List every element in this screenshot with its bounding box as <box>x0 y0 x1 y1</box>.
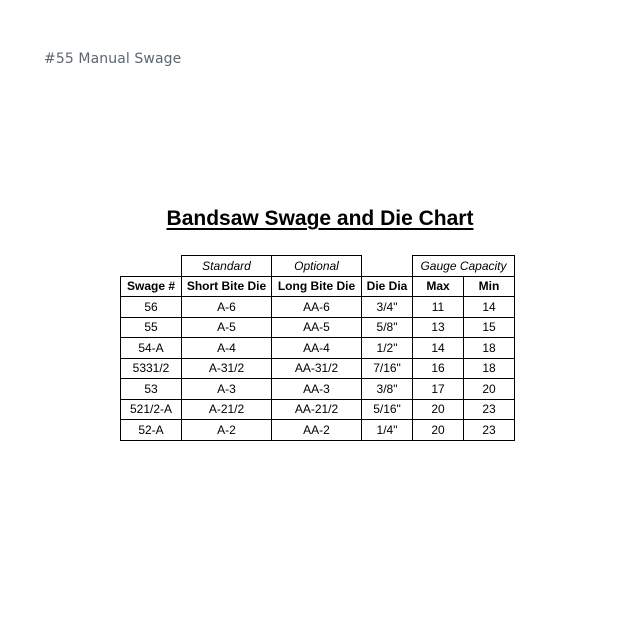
max-gauge-cell: 20 <box>413 399 464 420</box>
short-bite-die-cell: A-6 <box>182 297 272 318</box>
short-bite-die-cell: A-2 <box>182 420 272 441</box>
short-bite-die-cell: A-4 <box>182 338 272 359</box>
swage-cell: 5331/2 <box>121 358 182 379</box>
column-header-min: Min <box>464 276 515 297</box>
table-row <box>121 338 515 359</box>
long-bite-die-cell: AA-31/2 <box>272 358 362 379</box>
column-header-short-bite-die: Short Bite Die <box>182 276 272 297</box>
long-bite-die-cell: AA-3 <box>272 379 362 400</box>
standard-group-header: Standard <box>182 256 272 277</box>
min-gauge-cell: 15 <box>464 317 515 338</box>
table-row <box>121 358 515 379</box>
die-dia-cell: 7/16" <box>362 358 413 379</box>
table-row <box>121 399 515 420</box>
swage-cell: 521/2-A <box>121 399 182 420</box>
swage-cell: 54-A <box>121 338 182 359</box>
optional-group-header: Optional <box>272 256 362 277</box>
blank-header-cell <box>121 256 182 277</box>
table-row <box>121 420 515 441</box>
min-gauge-cell: 23 <box>464 399 515 420</box>
swage-cell: 56 <box>121 297 182 318</box>
die-dia-cell: 3/8" <box>362 379 413 400</box>
long-bite-die-cell: AA-2 <box>272 420 362 441</box>
max-gauge-cell: 14 <box>413 338 464 359</box>
swage-die-table <box>120 255 515 441</box>
max-gauge-cell: 20 <box>413 420 464 441</box>
swage-cell: 52-A <box>121 420 182 441</box>
min-gauge-cell: 20 <box>464 379 515 400</box>
min-gauge-cell: 18 <box>464 338 515 359</box>
max-gauge-cell: 16 <box>413 358 464 379</box>
min-gauge-cell: 14 <box>464 297 515 318</box>
long-bite-die-cell: AA-4 <box>272 338 362 359</box>
column-header-swage: Swage # <box>121 276 182 297</box>
chart-title: Bandsaw Swage and Die Chart <box>166 207 474 230</box>
die-dia-cell: 3/4" <box>362 297 413 318</box>
table-row <box>121 379 515 400</box>
short-bite-die-cell: A-3 <box>182 379 272 400</box>
group-header-row <box>121 256 515 277</box>
die-dia-cell: 5/8" <box>362 317 413 338</box>
table-row <box>121 297 515 318</box>
max-gauge-cell: 11 <box>413 297 464 318</box>
die-dia-cell: 1/4" <box>362 420 413 441</box>
gauge-capacity-group-header: Gauge Capacity <box>413 256 515 277</box>
swage-cell: 55 <box>121 317 182 338</box>
die-dia-cell: 5/16" <box>362 399 413 420</box>
column-header-die-dia: Die Dia <box>362 276 413 297</box>
column-header-long-bite-die: Long Bite Die <box>272 276 362 297</box>
swage-cell: 53 <box>121 379 182 400</box>
long-bite-die-cell: AA-6 <box>272 297 362 318</box>
column-header-max: Max <box>413 276 464 297</box>
min-gauge-cell: 23 <box>464 420 515 441</box>
table-row <box>121 317 515 338</box>
page-caption: #55 Manual Swage <box>44 51 182 67</box>
blank-header-cell <box>362 256 413 277</box>
max-gauge-cell: 17 <box>413 379 464 400</box>
long-bite-die-cell: AA-5 <box>272 317 362 338</box>
column-header-row <box>121 276 515 297</box>
short-bite-die-cell: A-21/2 <box>182 399 272 420</box>
short-bite-die-cell: A-31/2 <box>182 358 272 379</box>
min-gauge-cell: 18 <box>464 358 515 379</box>
die-dia-cell: 1/2" <box>362 338 413 359</box>
short-bite-die-cell: A-5 <box>182 317 272 338</box>
long-bite-die-cell: AA-21/2 <box>272 399 362 420</box>
max-gauge-cell: 13 <box>413 317 464 338</box>
